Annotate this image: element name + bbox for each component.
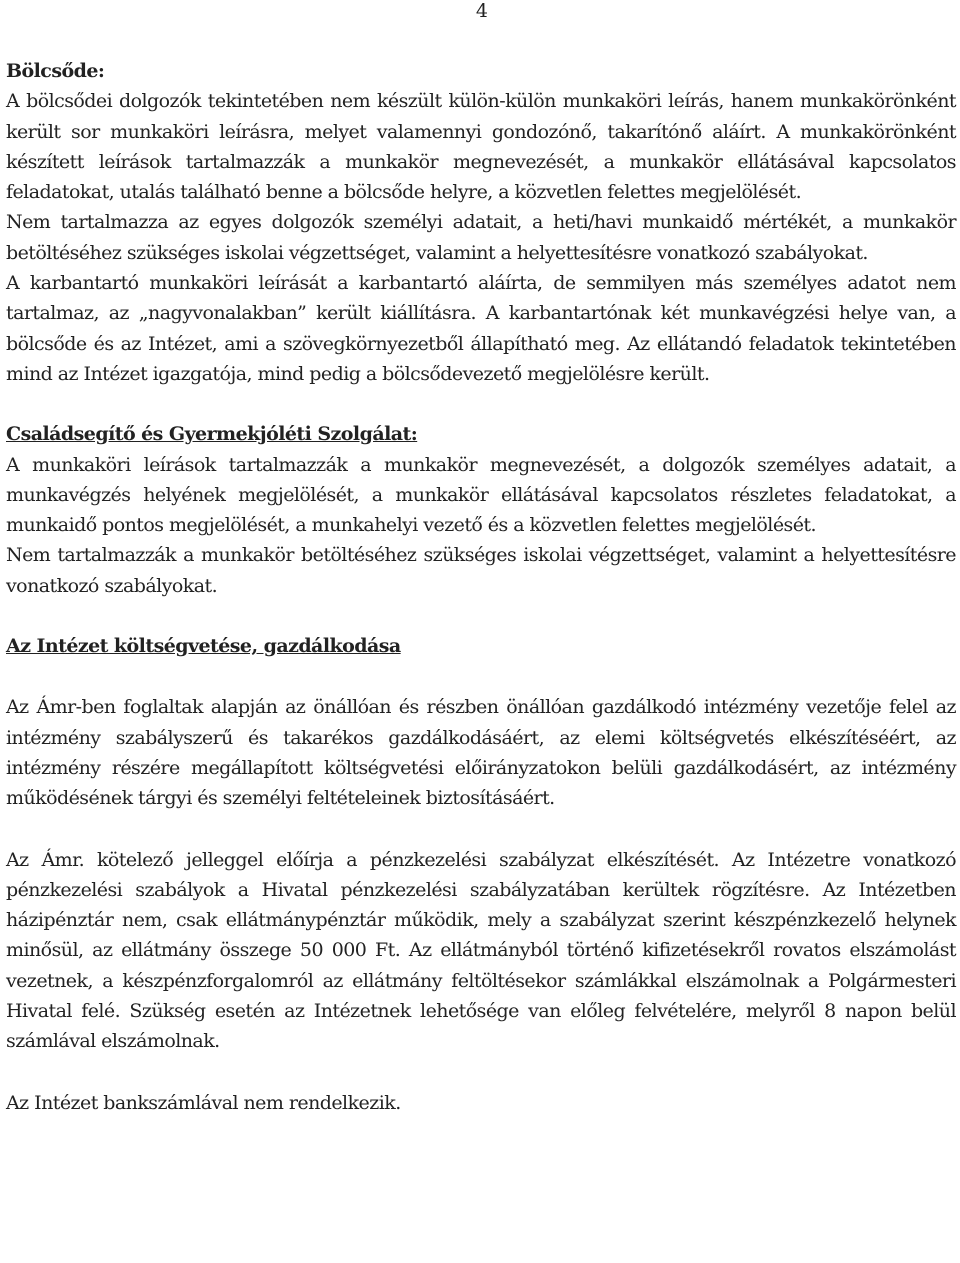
section-heading-bolcsode: Bölcsőde: bbox=[6, 60, 105, 82]
document-body bbox=[6, 56, 956, 1118]
paragraph: Az Ámr. kötelező jelleggel előírja a pénzkezelési szabályzat elkészítését. Az Intézetre vonatkozó pénzkezelési szabályok a Hivatal pénzkezelési szabályzatában kerültek rögzítésre. Az Intézetben házipénztár nem, csak ellátmánypénztár működik, mely a szabályzat szerint készpénzkezelő helynek minősül, az ellátmány összege 50 000 Ft. Az ellátmányból történő kifizetésekről rovatos elszámolást vezetnek, a készpénzforgalomról az ellátmány feltöltésekor számlákkal elszámolnak a Polgármesteri Hivatal felé. Szükség esetén az Intézetnek lehetősége van előleg felvételére, melyről 8 napon belül számlával elszámolnak. bbox=[6, 848, 956, 1053]
paragraph: A karbantartó munkaköri leírását a karbantartó aláírta, de semmilyen más személyes adatot nem tartalmaz, az „nagyvonalakban” került kiállításra. A karbantartónak két munkavégzési helye van, a bölcsőde és az Intézet, ami a szövegkörnyezetből állapítható meg. Az ellátandó feladatok tekintetében mind az Intézet igazgatója, mind pedig a bölcsődevezető megjelölésre került. bbox=[6, 272, 956, 385]
page-number: 4 bbox=[475, 0, 488, 22]
paragraph: Az Intézet bankszámlával nem rendelkezik. bbox=[6, 1091, 401, 1114]
paragraph: Nem tartalmazzák a munkakör betöltéséhez szükséges iskolai végzettséget, valamint a helyettesítésre vonatkozó szabályokat. bbox=[6, 544, 956, 597]
section-heading-koltsegvetes: Az Intézet költségvetése, gazdálkodása bbox=[6, 635, 401, 658]
paragraph: A munkaköri leírások tartalmazzák a munkakör megnevezését, a dolgozók személyes adatait, a munkavégzés helyének megjelölését, a munkakör ellátásával kapcsolatos részletes feladatokat, a munkaidő pontos megjelölését, a munkahelyi vezető és a közvetlen felettes megjelölését. bbox=[6, 453, 956, 537]
paragraph: Nem tartalmazza az egyes dolgozók személyi adatait, a heti/havi munkaidő mértékét, a munkakör betöltéséhez szükséges iskolai végzettséget, valamint a helyettesítésre vonatkozó szabályokat. bbox=[6, 211, 956, 264]
section-heading-csaladsegito: Családsegítő és Gyermekjóléti Szolgálat: bbox=[6, 423, 418, 446]
paragraph: Az Ámr-ben foglaltak alapján az önállóan és részben önállóan gazdálkodó intézmény vezetője felel az intézmény szabályszerű és takarékos gazdálkodásáért, az elemi költségvetés elkészítéséért, az intézmény részére megállapított költségvetési előirányzatokon belüli gazdálkodásért, az intézmény működésének tárgyi és személyi feltételeinek biztosításáért. bbox=[6, 696, 956, 810]
paragraph: A bölcsődei dolgozók tekintetében nem készült külön-külön munkaköri leírás, hanem munkakörönként került sor munkaköri leírásra, melyet valamennyi gondozónő, takarítónő aláírt. A munkakörönként készített leírások tartalmazzák a munkakör megnevezését, a munkakör ellátásával kapcsolatos feladatokat, utalás található benne a bölcsőde helyre, a közvetlen felettes megjelölését. bbox=[6, 90, 956, 204]
